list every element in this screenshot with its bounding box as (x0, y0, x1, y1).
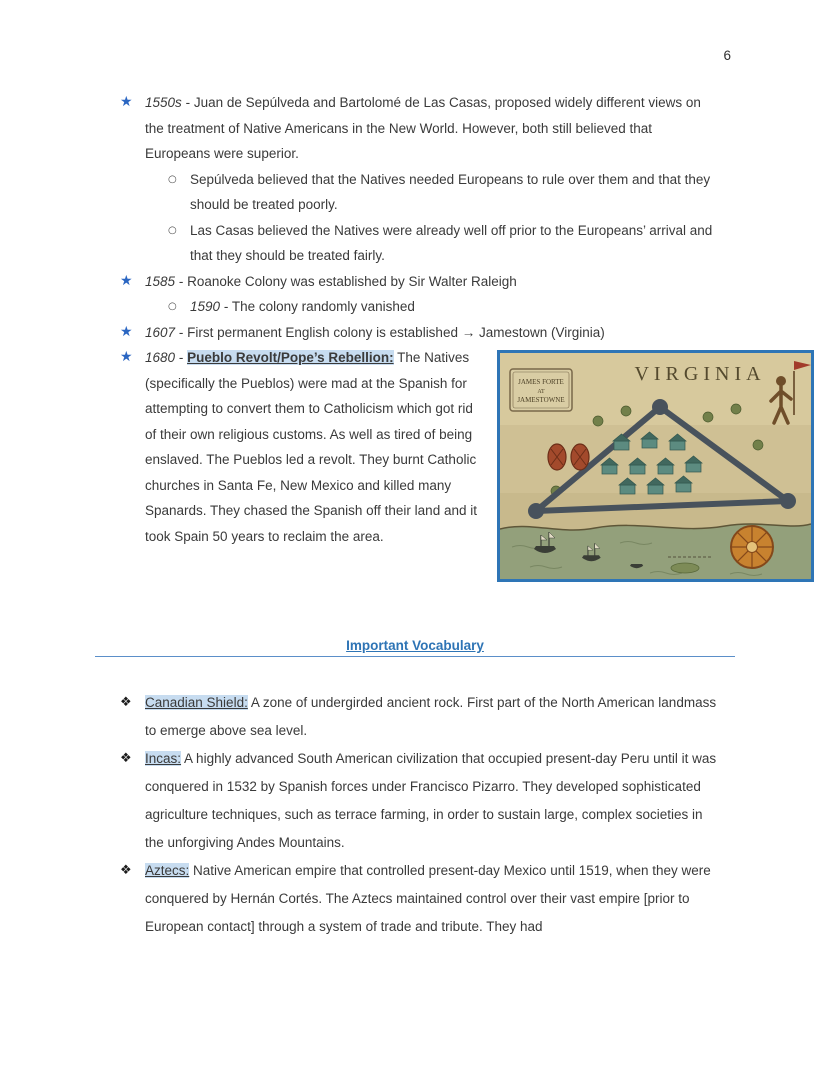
vocab-item-text (145, 857, 719, 941)
circle-bullet-icon: ○ (168, 173, 177, 185)
vocab-definition: A highly advanced South American civilization that occupied present-day Peru until it was conquered in 1532 by Spanish forces under Francisco Pizarro. They developed sophisticated agriculture techniques, such as terrace farming, in order to sustain large, complex societies in the unforgiving Andes Mountains. (145, 751, 717, 850)
map-image (497, 350, 814, 582)
text-and-image-row (145, 345, 814, 582)
timeline-item-text (145, 320, 605, 346)
timeline-item (120, 90, 814, 167)
vocab-term: Canadian Shield: (145, 695, 248, 710)
diamond-bullet-icon: ❖ (120, 863, 132, 878)
year-label: 1607 (145, 324, 176, 340)
subitem-text (190, 167, 721, 218)
map-title: VIRGINIA (634, 363, 766, 385)
year-label: 1550s (145, 95, 182, 110)
map-cartouche-line3: JAMESTOWNE (517, 396, 565, 404)
vocab-item (120, 857, 814, 941)
item-text: First permanent English colony is established → Jamestown (Virginia) (187, 324, 605, 340)
term-highlight: Pueblo Revolt/Pope’s Rebellion: (187, 350, 394, 365)
circle-bullet-icon: ○ (168, 224, 177, 236)
star-bullet-icon: ★ (120, 94, 133, 110)
item-text: Las Casas believed the Natives were already well off prior to the Europeans’ arrival and that they should be treated fairly. (190, 222, 713, 263)
year-label: 1585 (145, 273, 176, 289)
year-label: 1590 (190, 299, 221, 314)
circle-bullet-icon: ○ (168, 301, 177, 312)
vocab-section-divider (95, 638, 735, 657)
timeline-item (120, 269, 814, 295)
vocab-definition: A zone of undergirded ancient rock. First part of the North American landmass to emerge above sea level. (145, 695, 717, 738)
vocab-item-text (145, 689, 719, 745)
vocab-term: Incas: (145, 751, 182, 766)
dash-separator: - (185, 95, 191, 110)
island (671, 563, 699, 573)
timeline-item-text (145, 269, 517, 295)
compass-rose-icon (731, 526, 773, 568)
year-label: 1680 (145, 350, 176, 365)
dash-separator: - (178, 350, 184, 365)
timeline-item (120, 320, 814, 346)
vocab-item (120, 689, 814, 745)
dash-separator: - (178, 324, 184, 340)
star-bullet-icon: ★ (120, 272, 133, 289)
star-bullet-icon: ★ (120, 323, 133, 340)
diamond-bullet-icon: ❖ (120, 695, 132, 710)
map-cartouche-line2: AT (537, 389, 545, 395)
subitem-text (190, 218, 721, 269)
vocab-heading: Important Vocabulary (346, 638, 484, 653)
item-text: Juan de Sepúlveda and Bartolomé de Las Casas, proposed widely different views on the treatment of Native Americans in the New World. However, both still believed that Europeans were superior. (145, 95, 701, 161)
timeline-item-text (145, 345, 497, 549)
item-text: Sepúlveda believed that the Natives needed Europeans to rule over them and that they should be treated poorly. (190, 171, 711, 212)
subitem-text (190, 294, 415, 320)
map-cartouche (510, 369, 572, 411)
diamond-bullet-icon: ❖ (120, 751, 132, 766)
star-bullet-icon: ★ (120, 349, 133, 365)
timeline-subitem (168, 167, 814, 218)
map-cartouche-line1: JAMES FORTE (518, 378, 564, 386)
timeline-item (120, 345, 814, 582)
item-text: The Natives (specifically the Pueblos) were mad at the Spanish for attempting to convert them to Catholicism which got rid of their own religious customs. As well as tired of being enslaved. The Pueblos led a revolt. They burnt Catholic churches in Santa Fe, New Mexico and killed many Spanards. They chased the Spanish off their land and it took Spain 50 years to reclaim the area. (145, 350, 477, 544)
timeline-subitem (168, 294, 814, 320)
vocab-definition: Native American empire that controlled present-day Mexico until 1519, when they were conquered by Hernán Cortés. The Aztecs maintained control over their vast empire [prior to European contact] through a system of trade and tribute. They had (145, 863, 711, 934)
timeline-item-text (145, 90, 719, 167)
vocab-term: Aztecs: (145, 863, 190, 878)
dash-separator: - (178, 273, 184, 289)
vocab-list (120, 689, 814, 941)
vocab-item (120, 745, 814, 857)
item-text: The colony randomly vanished (231, 299, 415, 314)
item-text: Roanoke Colony was established by Sir Walter Raleigh (187, 273, 517, 289)
page-number: 6 (723, 48, 731, 63)
map-illustration (500, 353, 811, 579)
timeline-subitem (168, 218, 814, 269)
dash-separator: - (223, 299, 229, 314)
vocab-item-text (145, 745, 719, 857)
